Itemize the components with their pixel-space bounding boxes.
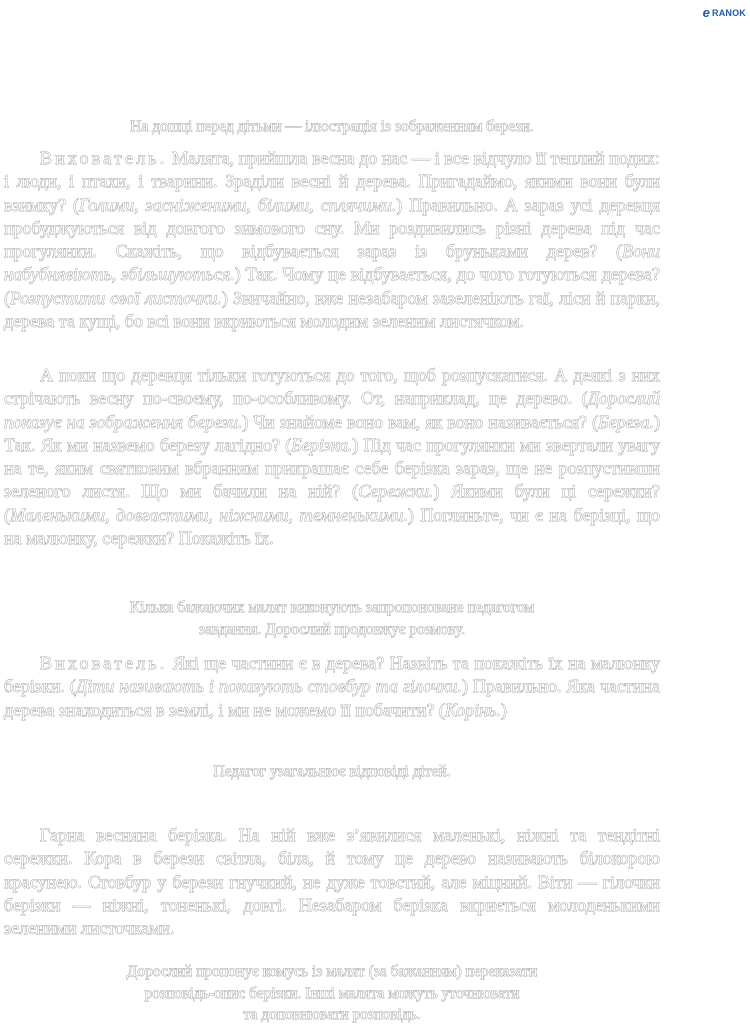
logo-mark: e [702,5,710,20]
stage-direction-2: Кілька бажаючих малят виконують запропоноване педагогом завдання. Дорослий продовжує розмову. [129,599,535,638]
logo-text: RANOK [712,7,746,18]
paragraph-birch-description: Гарна весняна берізка. На ній вже з’явилися маленькі, ніжні та тендітні сережки. Кора в берези світла, біла, й тому це дерево називають білокорою красунею. Стовбур у берези гнучкий, не дуже товстий, але міцний. Віти — гілочки берізки — ніжні, тоненькі, довгі. Незабаром берізка вкриється молоденькими зеленими листочками. [4,825,660,939]
stage-direction-3: Педагог узагальнює відповіді дітей. [213,763,451,780]
paragraph-teacher-3: Вихователь. Які ще частини є в дерева? Назвіть та покажіть їх на малюнку берізки. (Діти називають і показують стовбур та гілочки.) Правильно. Яка частина дерева знаходиться в землі, і ми не можемо її побачити? (Корінь.) [4,653,661,720]
paragraph-teacher-1: Вихователь. Малята, прийшла весна до нас — і все відчуло її теплий подих: і люди, і птахи, і тварини. Зраділи весні й дерева. Пригадаймо, якими вони були взимку? (Голими, засніженими, білими, сплячими.) Правильно. А зараз усі деревця пробуджуються від довгого зимового сну. Ми роздивились різні дерева під час прогулянки. Скажіть, що відбувається зараз із бруньками дерев? (Вони набубнявіють, збільшуються.) Так. Чому це відбувається, до чого готуються дерева? (Розпустити свої листочки.) Звичайно, вже незабаром зазеленіють гаї, ліси й парки, дерева та кущі, бо всі вони вкриються молодим зеленим листячком. [4,148,661,332]
paragraph-teacher-2: А поки що деревця тільки готуються до того, щоб розпускатися. А деякі з них стрічають весну по-своєму, по-особливому. От, наприклад, це дерево. (Дорослий показує на зображення берези.) Чи знайоме воно вам, як воно називається? (Береза.) Так. Як ми назвемо березу лагідно? (Берізка.) Під час прогулянки ми звертали увагу на те, яким святковим вбранням прикрашає себе берізка зараз, ще не розпустивши зеленого листя. Що ми бачили на ній? (Сережки.) Якими були ці сережки? (Маленькими, довгастими, ніжними, темненькими.) Погляньте, чи є на берізці, що на малюнку, сережки? Покажіть їх. [4,365,660,549]
publisher-logo [703,5,746,20]
speaker-label: Вихователь. [40,653,168,673]
speaker-label: Вихователь. [40,148,168,168]
stage-direction-1: На дошці перед дітьми — ілюстрація із зображенням берези. [130,118,534,135]
stage-direction-4: Дорослий пропонує комусь із малят (за бажанням) переказати розповідь-опис берізки. Інші малята можуть уточнювати та доповнювати розповідь. [126,963,538,1023]
